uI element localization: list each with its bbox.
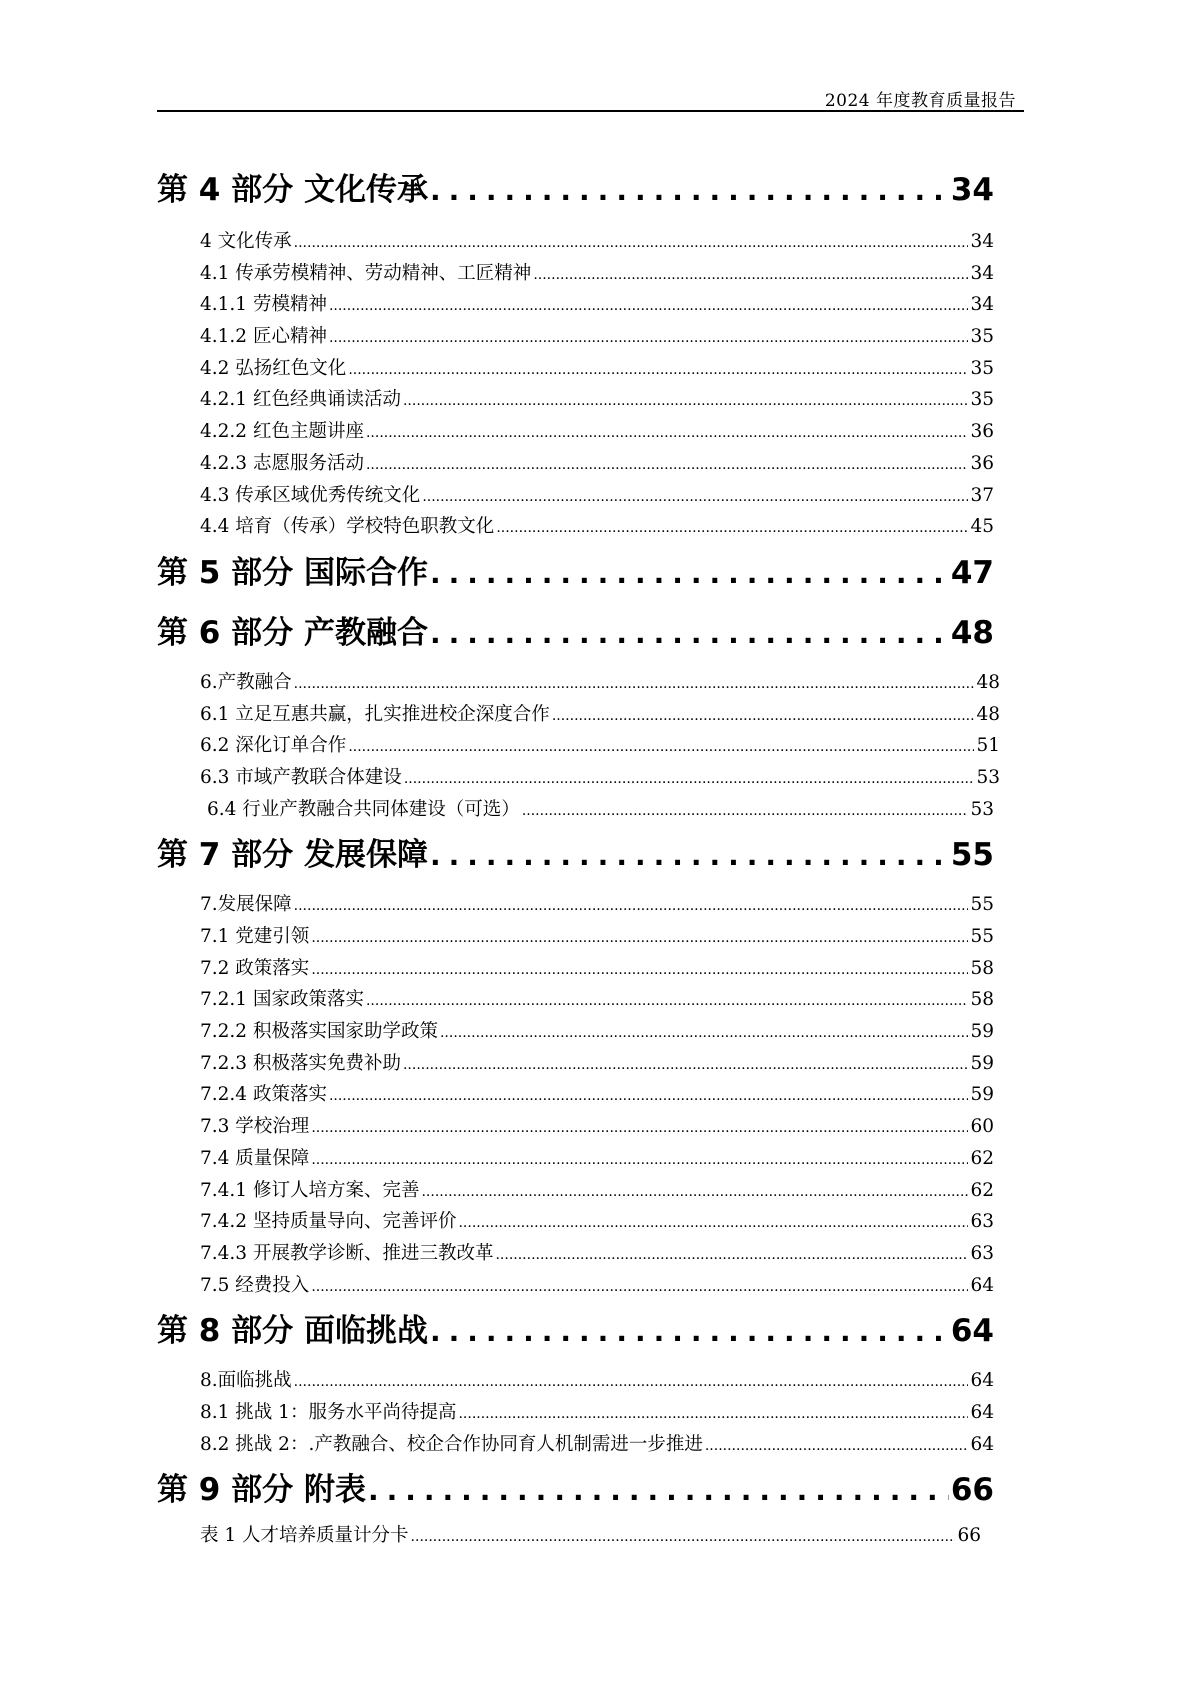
running-header: 2024 年度教育质量报告 bbox=[824, 91, 1016, 111]
toc-leader-dots bbox=[294, 228, 969, 260]
toc-entry-label: 8.2 挑战 2：.产教融合、校企合作协同育人机制需进一步推进 bbox=[200, 1433, 703, 1455]
toc-entry-label: 7.2.4 政策落实 bbox=[200, 1084, 327, 1106]
toc-leader-dots bbox=[440, 1018, 968, 1050]
toc-page-number: 48 bbox=[950, 614, 994, 651]
toc-entry[interactable] bbox=[200, 384, 994, 416]
toc-part-label: 第 8 部分 面临挑战 bbox=[157, 1313, 428, 1350]
toc-leader-dots bbox=[533, 260, 968, 292]
toc-leader-dots bbox=[311, 1113, 968, 1145]
toc-entry[interactable] bbox=[207, 794, 994, 826]
toc-entry-label: 4.2.2 红色主题讲座 bbox=[200, 421, 364, 443]
toc-leader-dots bbox=[348, 355, 968, 387]
toc-page-number: 58 bbox=[970, 989, 994, 1011]
toc-page-number: 48 bbox=[976, 671, 1000, 693]
toc-entry[interactable] bbox=[200, 1206, 994, 1238]
toc-leader-dots bbox=[311, 1145, 968, 1177]
toc-leader-dots bbox=[495, 1240, 968, 1272]
toc-page-number: 45 bbox=[970, 516, 994, 538]
toc-entry[interactable] bbox=[200, 1397, 994, 1429]
toc-leader-dots bbox=[522, 796, 969, 828]
toc-part-8[interactable] bbox=[157, 1301, 994, 1361]
table-of-contents bbox=[157, 160, 1000, 1552]
toc-entry[interactable] bbox=[200, 889, 994, 921]
toc-page-number: 64 bbox=[970, 1433, 994, 1455]
toc-page-number: 60 bbox=[970, 1116, 994, 1138]
toc-leader-dots bbox=[430, 826, 949, 886]
toc-leader-dots bbox=[403, 1050, 968, 1082]
toc-entry[interactable] bbox=[200, 1429, 994, 1461]
toc-page-number: 34 bbox=[970, 262, 994, 284]
toc-leader-dots bbox=[430, 604, 949, 664]
toc-leader-dots bbox=[294, 891, 969, 923]
toc-entry[interactable] bbox=[200, 984, 994, 1016]
toc-entry[interactable] bbox=[200, 1365, 994, 1397]
toc-leader-dots bbox=[294, 1367, 969, 1399]
toc-page-number: 34 bbox=[970, 294, 994, 316]
toc-page-number: 48 bbox=[976, 703, 1000, 725]
toc-entry[interactable] bbox=[200, 953, 994, 985]
toc-entry-label: 7.2.2 积极落实国家助学政策 bbox=[200, 1021, 438, 1043]
toc-page-number: 64 bbox=[970, 1274, 994, 1296]
toc-entry[interactable] bbox=[200, 1048, 994, 1080]
toc-entry[interactable] bbox=[200, 1175, 994, 1207]
toc-page-number: 59 bbox=[970, 1021, 994, 1043]
toc-entry-label: 4.2.3 志愿服务活动 bbox=[200, 452, 364, 474]
toc-entry-label: 4.1 传承劳模精神、劳动精神、工匠精神 bbox=[200, 262, 532, 284]
toc-entry-label: 6.4 行业产教融合共同体建设（可选） bbox=[207, 798, 520, 820]
toc-entry-label: 7.3 学校治理 bbox=[200, 1116, 310, 1138]
toc-page-number: 62 bbox=[970, 1179, 994, 1201]
toc-leader-dots bbox=[458, 1399, 968, 1431]
toc-page-number: 59 bbox=[970, 1052, 994, 1074]
toc-page-number: 36 bbox=[970, 421, 994, 443]
toc-leader-dots bbox=[404, 764, 975, 796]
toc-entry-label: 4.1.1 劳模精神 bbox=[200, 294, 327, 316]
toc-page-number: 55 bbox=[950, 837, 994, 874]
toc-page-number: 59 bbox=[970, 1084, 994, 1106]
toc-leader-dots bbox=[411, 1522, 956, 1554]
header-rule bbox=[157, 110, 1024, 112]
toc-page-number: 55 bbox=[970, 894, 994, 916]
toc-entry-label: 7.2.3 积极落实免费补助 bbox=[200, 1052, 401, 1074]
toc-entry-label: 6.1 立足互惠共赢，扎实推进校企深度合作 bbox=[200, 703, 550, 725]
toc-entry-label: 7.4.2 坚持质量导向、完善评价 bbox=[200, 1211, 457, 1233]
toc-page-number: 58 bbox=[970, 957, 994, 979]
toc-part-9[interactable] bbox=[157, 1460, 994, 1520]
toc-entry[interactable] bbox=[200, 226, 994, 258]
toc-entry[interactable] bbox=[200, 511, 994, 543]
toc-page-number: 62 bbox=[970, 1147, 994, 1169]
toc-page-number: 63 bbox=[970, 1211, 994, 1233]
toc-leader-dots bbox=[421, 1177, 968, 1209]
toc-part-label: 第 6 部分 产教融合 bbox=[157, 614, 428, 651]
toc-entry[interactable] bbox=[200, 416, 994, 448]
toc-leader-dots bbox=[705, 1431, 969, 1463]
toc-entry[interactable] bbox=[200, 1079, 994, 1111]
toc-entry-label: 6.产教融合 bbox=[200, 671, 292, 693]
toc-leader-dots bbox=[422, 482, 968, 514]
toc-leader-dots bbox=[311, 955, 968, 987]
toc-entry[interactable] bbox=[200, 1270, 994, 1302]
toc-page-number: 34 bbox=[950, 172, 994, 208]
toc-leader-dots bbox=[430, 1302, 949, 1362]
toc-leader-dots bbox=[430, 161, 949, 221]
toc-leader-dots bbox=[430, 544, 949, 604]
toc-entry[interactable] bbox=[200, 258, 994, 290]
toc-entry[interactable] bbox=[200, 448, 994, 480]
toc-leader-dots bbox=[329, 291, 969, 323]
toc-entry-label: 4.2.1 红色经典诵读活动 bbox=[200, 389, 401, 411]
toc-entry-label: 4.4 培育（传承）学校特色职教文化 bbox=[200, 516, 495, 538]
toc-page-number: 63 bbox=[970, 1242, 994, 1264]
toc-entry-label: 6.2 深化订单合作 bbox=[200, 735, 347, 757]
toc-leader-dots bbox=[329, 1081, 969, 1113]
toc-page-number: 35 bbox=[970, 389, 994, 411]
toc-entry-label: 8.1 挑战 1：服务水平尚待提高 bbox=[200, 1401, 457, 1423]
toc-part-4[interactable] bbox=[157, 160, 994, 220]
toc-part-label: 第 5 部分 国际合作 bbox=[157, 554, 428, 591]
toc-leader-dots bbox=[366, 450, 968, 482]
toc-leader-dots bbox=[496, 513, 968, 545]
toc-entry-label: 7.2 政策落实 bbox=[200, 957, 310, 979]
toc-entry-label: 7.1 党建引领 bbox=[200, 926, 310, 947]
toc-entry[interactable] bbox=[200, 667, 1000, 699]
toc-entry-label: 7.2.1 国家政策落实 bbox=[200, 989, 364, 1011]
toc-page-number: 35 bbox=[970, 357, 994, 379]
toc-leader-dots bbox=[403, 386, 968, 418]
toc-entry-label: 7.4.1 修订人培方案、完善 bbox=[200, 1179, 420, 1201]
toc-part-5[interactable] bbox=[157, 543, 994, 603]
toc-page-number: 66 bbox=[950, 1472, 994, 1509]
toc-entry-label: 6.3 市域产教联合体建设 bbox=[200, 766, 402, 788]
toc-entry[interactable] bbox=[200, 921, 994, 953]
toc-entry[interactable] bbox=[200, 321, 994, 353]
toc-page-number: 53 bbox=[976, 766, 1000, 788]
toc-page-number: 36 bbox=[970, 452, 994, 474]
toc-entry[interactable] bbox=[200, 289, 994, 321]
toc-entry-label: 7.发展保障 bbox=[200, 894, 292, 916]
toc-page-number: 64 bbox=[950, 1313, 994, 1350]
toc-entry[interactable] bbox=[200, 1111, 994, 1143]
toc-entry[interactable] bbox=[200, 1520, 981, 1552]
toc-entry-label: 7.5 经费投入 bbox=[200, 1274, 310, 1296]
toc-part-label: 第 4 部分 文化传承 bbox=[157, 172, 428, 208]
toc-leader-dots bbox=[366, 986, 968, 1018]
toc-entry-label: 4.2 弘扬红色文化 bbox=[200, 357, 347, 379]
toc-leader-dots bbox=[368, 1461, 949, 1521]
toc-entry-label: 表 1 人才培养质量计分卡 bbox=[200, 1525, 409, 1547]
toc-leader-dots bbox=[311, 1272, 968, 1304]
toc-entry-label: 4.1.2 匠心精神 bbox=[200, 326, 327, 348]
toc-page-number: 35 bbox=[970, 326, 994, 348]
toc-page-number: 66 bbox=[957, 1525, 981, 1547]
toc-part-label: 第 7 部分 发展保障 bbox=[157, 837, 428, 874]
toc-entry-label: 7.4.3 开展教学诊断、推进三教改革 bbox=[200, 1242, 494, 1264]
toc-leader-dots bbox=[552, 701, 975, 733]
toc-leader-dots bbox=[311, 923, 968, 955]
toc-part-6[interactable] bbox=[157, 603, 994, 663]
toc-leader-dots bbox=[294, 669, 975, 701]
toc-entry[interactable] bbox=[200, 1016, 994, 1048]
toc-leader-dots bbox=[366, 418, 968, 450]
toc-entry[interactable] bbox=[200, 762, 1000, 794]
toc-part-label: 第 9 部分 附表 bbox=[157, 1472, 366, 1509]
toc-page-number: 47 bbox=[950, 554, 994, 591]
toc-entry[interactable] bbox=[200, 1143, 994, 1175]
toc-entry[interactable] bbox=[200, 480, 994, 512]
toc-entry[interactable] bbox=[200, 730, 1000, 762]
toc-page-number: 51 bbox=[976, 735, 1000, 757]
toc-page-number: 37 bbox=[970, 484, 994, 506]
toc-page-number: 53 bbox=[970, 798, 994, 820]
toc-leader-dots bbox=[329, 323, 969, 355]
toc-entry-label: 4.3 传承区域优秀传统文化 bbox=[200, 484, 421, 506]
toc-page-number: 55 bbox=[970, 926, 994, 947]
toc-entry-label: 4 文化传承 bbox=[200, 231, 292, 252]
toc-leader-dots bbox=[348, 732, 974, 764]
toc-leader-dots bbox=[458, 1208, 968, 1240]
toc-entry[interactable] bbox=[200, 699, 1000, 731]
toc-page-number: 34 bbox=[970, 231, 994, 252]
toc-page-number: 64 bbox=[970, 1370, 994, 1392]
toc-page-number: 64 bbox=[970, 1401, 994, 1423]
toc-entry[interactable] bbox=[200, 1238, 994, 1270]
toc-part-7[interactable] bbox=[157, 825, 994, 885]
toc-entry-label: 8.面临挑战 bbox=[200, 1370, 292, 1392]
toc-entry-label: 7.4 质量保障 bbox=[200, 1147, 310, 1169]
toc-entry[interactable] bbox=[200, 353, 994, 385]
